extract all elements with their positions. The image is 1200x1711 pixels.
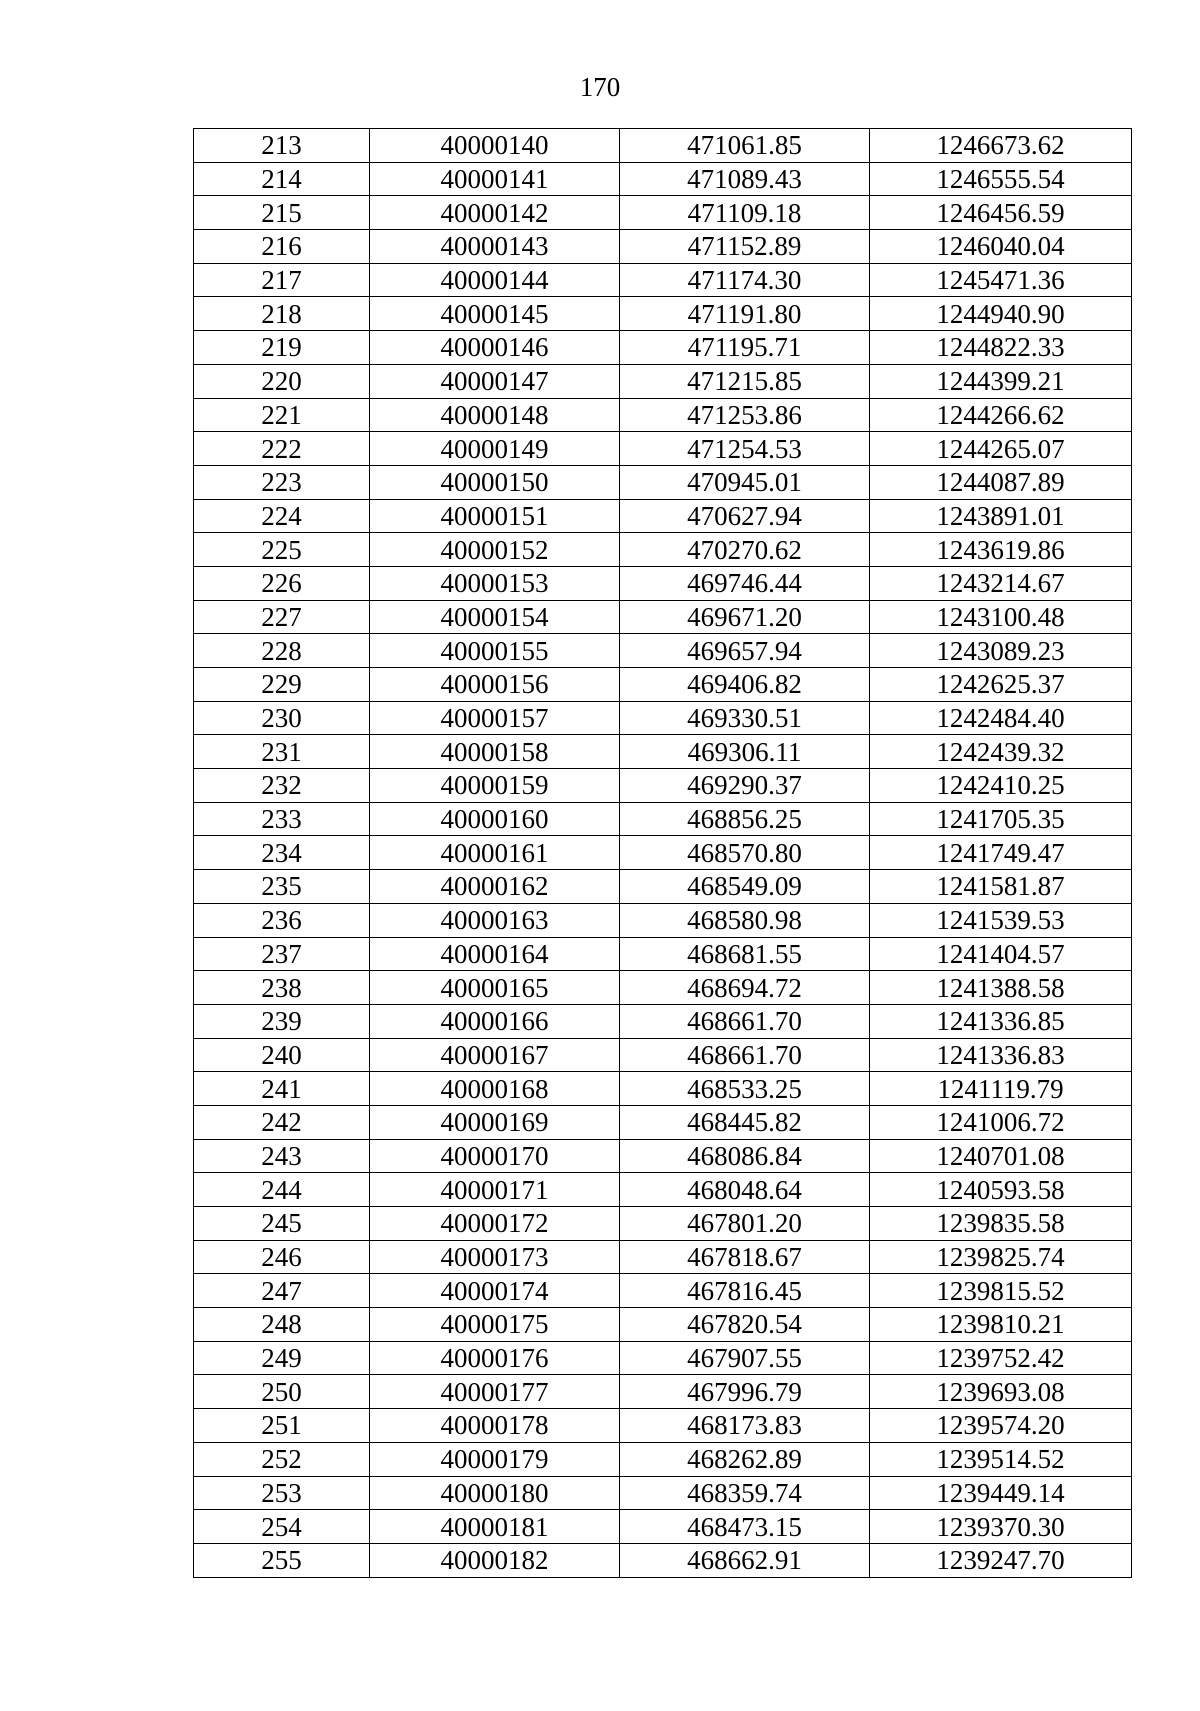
y-coordinate-cell: 1244087.89: [870, 465, 1132, 499]
y-coordinate-cell: 1245471.36: [870, 263, 1132, 297]
table-row: [194, 1139, 1132, 1173]
x-coordinate-cell: 471215.85: [620, 364, 870, 398]
table-row: [194, 668, 1132, 702]
table-row: [194, 1105, 1132, 1139]
point-id-cell: 40000149: [370, 432, 620, 466]
point-id-cell: 40000146: [370, 331, 620, 365]
y-coordinate-cell: 1246555.54: [870, 162, 1132, 196]
y-coordinate-cell: 1241539.53: [870, 903, 1132, 937]
point-id-cell: 40000159: [370, 769, 620, 803]
row-index-cell: 226: [194, 566, 370, 600]
x-coordinate-cell: 471089.43: [620, 162, 870, 196]
x-coordinate-cell: 468048.64: [620, 1173, 870, 1207]
point-id-cell: 40000179: [370, 1442, 620, 1476]
y-coordinate-cell: 1244265.07: [870, 432, 1132, 466]
x-coordinate-cell: 471152.89: [620, 230, 870, 264]
table-row: [194, 1004, 1132, 1038]
table-row: [194, 701, 1132, 735]
y-coordinate-cell: 1246456.59: [870, 196, 1132, 230]
table-row: [194, 398, 1132, 432]
x-coordinate-cell: 469290.37: [620, 769, 870, 803]
table-row: [194, 1375, 1132, 1409]
x-coordinate-cell: 471109.18: [620, 196, 870, 230]
y-coordinate-cell: 1239810.21: [870, 1308, 1132, 1342]
row-index-cell: 252: [194, 1442, 370, 1476]
point-id-cell: 40000150: [370, 465, 620, 499]
y-coordinate-cell: 1243619.86: [870, 533, 1132, 567]
row-index-cell: 243: [194, 1139, 370, 1173]
table-row: [194, 735, 1132, 769]
point-id-cell: 40000156: [370, 668, 620, 702]
x-coordinate-cell: 468445.82: [620, 1105, 870, 1139]
row-index-cell: 235: [194, 870, 370, 904]
x-coordinate-cell: 469306.11: [620, 735, 870, 769]
table-row: [194, 769, 1132, 803]
row-index-cell: 213: [194, 129, 370, 163]
y-coordinate-cell: 1243089.23: [870, 634, 1132, 668]
row-index-cell: 228: [194, 634, 370, 668]
y-coordinate-cell: 1241006.72: [870, 1105, 1132, 1139]
point-id-cell: 40000152: [370, 533, 620, 567]
table-row: [194, 1038, 1132, 1072]
y-coordinate-cell: 1242484.40: [870, 701, 1132, 735]
point-id-cell: 40000151: [370, 499, 620, 533]
x-coordinate-cell: 468473.15: [620, 1510, 870, 1544]
point-id-cell: 40000143: [370, 230, 620, 264]
x-coordinate-cell: 471195.71: [620, 331, 870, 365]
row-index-cell: 250: [194, 1375, 370, 1409]
x-coordinate-cell: 469657.94: [620, 634, 870, 668]
x-coordinate-cell: 468549.09: [620, 870, 870, 904]
point-id-cell: 40000167: [370, 1038, 620, 1072]
row-index-cell: 227: [194, 600, 370, 634]
point-id-cell: 40000172: [370, 1207, 620, 1241]
point-id-cell: 40000157: [370, 701, 620, 735]
y-coordinate-cell: 1239574.20: [870, 1409, 1132, 1443]
table-row: [194, 1274, 1132, 1308]
point-id-cell: 40000177: [370, 1375, 620, 1409]
row-index-cell: 224: [194, 499, 370, 533]
point-id-cell: 40000142: [370, 196, 620, 230]
page-number: 170: [579, 72, 621, 102]
table-row: [194, 802, 1132, 836]
table-row: [194, 1308, 1132, 1342]
table-row: [194, 465, 1132, 499]
point-id-cell: 40000144: [370, 263, 620, 297]
x-coordinate-cell: 470270.62: [620, 533, 870, 567]
y-coordinate-cell: 1244266.62: [870, 398, 1132, 432]
row-index-cell: 217: [194, 263, 370, 297]
table-row: [194, 196, 1132, 230]
table-row: [194, 364, 1132, 398]
point-id-cell: 40000147: [370, 364, 620, 398]
x-coordinate-cell: 468681.55: [620, 937, 870, 971]
table-row: [194, 1409, 1132, 1443]
row-index-cell: 242: [194, 1105, 370, 1139]
point-id-cell: 40000148: [370, 398, 620, 432]
point-id-cell: 40000168: [370, 1072, 620, 1106]
row-index-cell: 238: [194, 971, 370, 1005]
table-row: [194, 129, 1132, 163]
x-coordinate-cell: 471174.30: [620, 263, 870, 297]
y-coordinate-cell: 1239835.58: [870, 1207, 1132, 1241]
row-index-cell: 219: [194, 331, 370, 365]
y-coordinate-cell: 1244399.21: [870, 364, 1132, 398]
row-index-cell: 223: [194, 465, 370, 499]
x-coordinate-cell: 467818.67: [620, 1240, 870, 1274]
table-row: [194, 566, 1132, 600]
y-coordinate-cell: 1241336.83: [870, 1038, 1132, 1072]
y-coordinate-cell: 1239449.14: [870, 1476, 1132, 1510]
row-index-cell: 253: [194, 1476, 370, 1510]
table-row: [194, 836, 1132, 870]
table-row: [194, 162, 1132, 196]
point-id-cell: 40000155: [370, 634, 620, 668]
row-index-cell: 229: [194, 668, 370, 702]
x-coordinate-cell: 468570.80: [620, 836, 870, 870]
row-index-cell: 232: [194, 769, 370, 803]
point-id-cell: 40000175: [370, 1308, 620, 1342]
point-id-cell: 40000178: [370, 1409, 620, 1443]
row-index-cell: 248: [194, 1308, 370, 1342]
y-coordinate-cell: 1244822.33: [870, 331, 1132, 365]
table-row: [194, 1543, 1132, 1577]
row-index-cell: 239: [194, 1004, 370, 1038]
x-coordinate-cell: 468262.89: [620, 1442, 870, 1476]
x-coordinate-cell: 468359.74: [620, 1476, 870, 1510]
x-coordinate-cell: 470945.01: [620, 465, 870, 499]
row-index-cell: 240: [194, 1038, 370, 1072]
point-id-cell: 40000163: [370, 903, 620, 937]
table-row: [194, 870, 1132, 904]
row-index-cell: 220: [194, 364, 370, 398]
point-id-cell: 40000174: [370, 1274, 620, 1308]
point-id-cell: 40000170: [370, 1139, 620, 1173]
row-index-cell: 254: [194, 1510, 370, 1544]
x-coordinate-cell: 468580.98: [620, 903, 870, 937]
x-coordinate-cell: 467996.79: [620, 1375, 870, 1409]
y-coordinate-cell: 1239825.74: [870, 1240, 1132, 1274]
row-index-cell: 216: [194, 230, 370, 264]
x-coordinate-cell: 471254.53: [620, 432, 870, 466]
row-index-cell: 236: [194, 903, 370, 937]
table-row: [194, 937, 1132, 971]
point-id-cell: 40000153: [370, 566, 620, 600]
y-coordinate-cell: 1240593.58: [870, 1173, 1132, 1207]
row-index-cell: 231: [194, 735, 370, 769]
y-coordinate-cell: 1239693.08: [870, 1375, 1132, 1409]
table-row: [194, 971, 1132, 1005]
point-id-cell: 40000154: [370, 600, 620, 634]
table-row: [194, 1476, 1132, 1510]
x-coordinate-cell: 468694.72: [620, 971, 870, 1005]
row-index-cell: 247: [194, 1274, 370, 1308]
x-coordinate-cell: 469671.20: [620, 600, 870, 634]
table-row: [194, 1207, 1132, 1241]
x-coordinate-cell: 470627.94: [620, 499, 870, 533]
point-id-cell: 40000182: [370, 1543, 620, 1577]
y-coordinate-cell: 1243891.01: [870, 499, 1132, 533]
y-coordinate-cell: 1240701.08: [870, 1139, 1132, 1173]
y-coordinate-cell: 1241581.87: [870, 870, 1132, 904]
x-coordinate-cell: 471191.80: [620, 297, 870, 331]
table-row: [194, 600, 1132, 634]
coordinates-table: [193, 128, 1132, 1578]
point-id-cell: 40000169: [370, 1105, 620, 1139]
point-id-cell: 40000165: [370, 971, 620, 1005]
x-coordinate-cell: 468662.91: [620, 1543, 870, 1577]
table-row: [194, 230, 1132, 264]
y-coordinate-cell: 1239514.52: [870, 1442, 1132, 1476]
point-id-cell: 40000166: [370, 1004, 620, 1038]
y-coordinate-cell: 1246040.04: [870, 230, 1132, 264]
row-index-cell: 241: [194, 1072, 370, 1106]
point-id-cell: 40000181: [370, 1510, 620, 1544]
x-coordinate-cell: 469746.44: [620, 566, 870, 600]
table-row: [194, 1442, 1132, 1476]
row-index-cell: 215: [194, 196, 370, 230]
table-row: [194, 263, 1132, 297]
x-coordinate-cell: 468173.83: [620, 1409, 870, 1443]
row-index-cell: 222: [194, 432, 370, 466]
row-index-cell: 246: [194, 1240, 370, 1274]
y-coordinate-cell: 1242625.37: [870, 668, 1132, 702]
point-id-cell: 40000171: [370, 1173, 620, 1207]
table-row: [194, 634, 1132, 668]
row-index-cell: 234: [194, 836, 370, 870]
point-id-cell: 40000141: [370, 162, 620, 196]
table-row: [194, 533, 1132, 567]
row-index-cell: 230: [194, 701, 370, 735]
y-coordinate-cell: 1246673.62: [870, 129, 1132, 163]
point-id-cell: 40000180: [370, 1476, 620, 1510]
x-coordinate-cell: 467907.55: [620, 1341, 870, 1375]
x-coordinate-cell: 467816.45: [620, 1274, 870, 1308]
coordinates-table-body: [194, 129, 1132, 1578]
row-index-cell: 251: [194, 1409, 370, 1443]
row-index-cell: 237: [194, 937, 370, 971]
y-coordinate-cell: 1241388.58: [870, 971, 1132, 1005]
row-index-cell: 245: [194, 1207, 370, 1241]
x-coordinate-cell: 468086.84: [620, 1139, 870, 1173]
y-coordinate-cell: 1239247.70: [870, 1543, 1132, 1577]
x-coordinate-cell: 469406.82: [620, 668, 870, 702]
x-coordinate-cell: 471061.85: [620, 129, 870, 163]
x-coordinate-cell: 467801.20: [620, 1207, 870, 1241]
y-coordinate-cell: 1241336.85: [870, 1004, 1132, 1038]
table-row: [194, 432, 1132, 466]
table-row: [194, 1173, 1132, 1207]
y-coordinate-cell: 1243100.48: [870, 600, 1132, 634]
row-index-cell: 218: [194, 297, 370, 331]
point-id-cell: 40000162: [370, 870, 620, 904]
y-coordinate-cell: 1241705.35: [870, 802, 1132, 836]
point-id-cell: 40000173: [370, 1240, 620, 1274]
table-row: [194, 1240, 1132, 1274]
row-index-cell: 225: [194, 533, 370, 567]
table-row: [194, 297, 1132, 331]
y-coordinate-cell: 1242410.25: [870, 769, 1132, 803]
point-id-cell: 40000158: [370, 735, 620, 769]
row-index-cell: 249: [194, 1341, 370, 1375]
point-id-cell: 40000145: [370, 297, 620, 331]
x-coordinate-cell: 469330.51: [620, 701, 870, 735]
y-coordinate-cell: 1242439.32: [870, 735, 1132, 769]
table-row: [194, 903, 1132, 937]
y-coordinate-cell: 1243214.67: [870, 566, 1132, 600]
y-coordinate-cell: 1241119.79: [870, 1072, 1132, 1106]
x-coordinate-cell: 467820.54: [620, 1308, 870, 1342]
x-coordinate-cell: 468661.70: [620, 1004, 870, 1038]
point-id-cell: 40000140: [370, 129, 620, 163]
row-index-cell: 255: [194, 1543, 370, 1577]
row-index-cell: 233: [194, 802, 370, 836]
point-id-cell: 40000164: [370, 937, 620, 971]
y-coordinate-cell: 1239370.30: [870, 1510, 1132, 1544]
y-coordinate-cell: 1244940.90: [870, 297, 1132, 331]
x-coordinate-cell: 471253.86: [620, 398, 870, 432]
point-id-cell: 40000161: [370, 836, 620, 870]
x-coordinate-cell: 468661.70: [620, 1038, 870, 1072]
point-id-cell: 40000176: [370, 1341, 620, 1375]
table-row: [194, 331, 1132, 365]
y-coordinate-cell: 1241749.47: [870, 836, 1132, 870]
row-index-cell: 221: [194, 398, 370, 432]
point-id-cell: 40000160: [370, 802, 620, 836]
y-coordinate-cell: 1239815.52: [870, 1274, 1132, 1308]
table-row: [194, 1072, 1132, 1106]
x-coordinate-cell: 468533.25: [620, 1072, 870, 1106]
table-row: [194, 1510, 1132, 1544]
table-row: [194, 499, 1132, 533]
row-index-cell: 214: [194, 162, 370, 196]
row-index-cell: 244: [194, 1173, 370, 1207]
y-coordinate-cell: 1241404.57: [870, 937, 1132, 971]
x-coordinate-cell: 468856.25: [620, 802, 870, 836]
table-row: [194, 1341, 1132, 1375]
y-coordinate-cell: 1239752.42: [870, 1341, 1132, 1375]
